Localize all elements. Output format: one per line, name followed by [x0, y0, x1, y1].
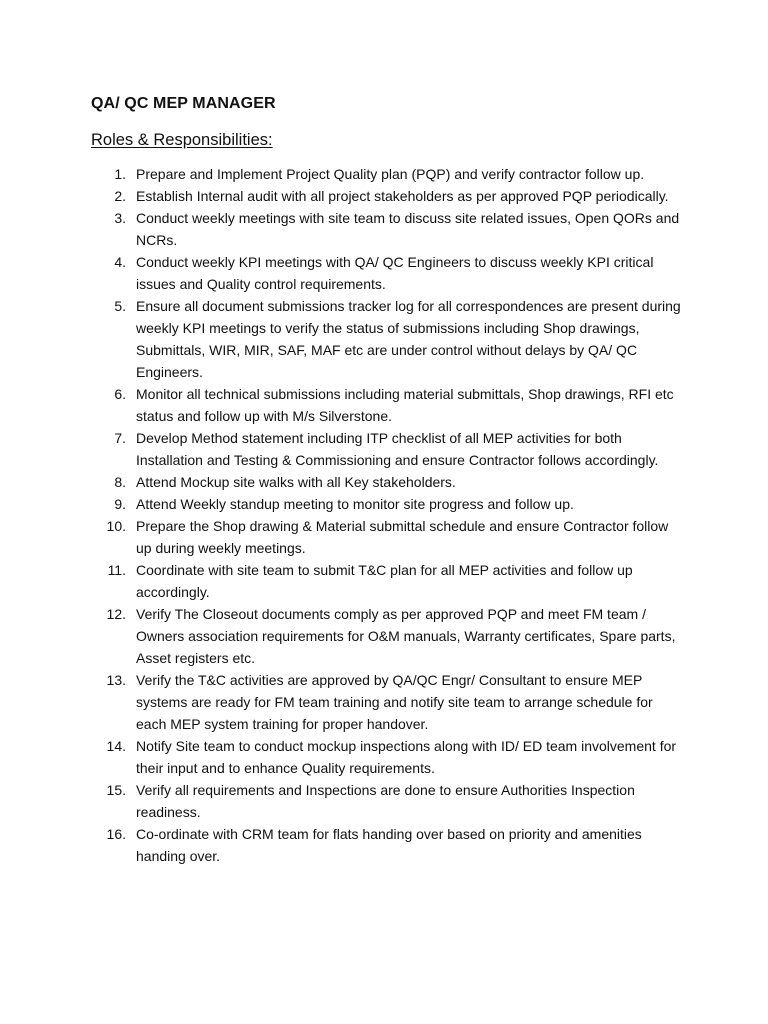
responsibility-item — [0, 603, 700, 669]
item-text: Conduct weekly KPI meetings with QA/ QC Engineers to discuss weekly KPI critical issues and Quality control requirements. — [136, 254, 654, 292]
item-number: 12. — [106, 606, 126, 622]
responsibility-item — [0, 493, 700, 515]
responsibility-item — [0, 779, 700, 823]
item-number: 4. — [114, 254, 126, 270]
item-text: Ensure all document submissions tracker log for all correspondences are present during weekly KPI meetings to verify the status of submissions including Shop drawings, Submittals, WIR, MIR, SAF, MAF etc are under control without delays by QA/ QC Engineers. — [136, 298, 681, 380]
item-text: Develop Method statement including ITP checklist of all MEP activities for both Installation and Testing & Commissioning and ensure Contractor follows accordingly. — [136, 430, 659, 468]
item-text: Attend Weekly standup meeting to monitor site progress and follow up. — [136, 496, 574, 512]
responsibility-item — [0, 383, 700, 427]
section-heading-roles: Roles & Responsibilities: — [91, 131, 273, 149]
item-text: Verify the T&C activities are approved by QA/QC Engr/ Consultant to ensure MEP systems are ready for FM team training and notify site team to arrange schedule for each MEP system training for proper handover. — [136, 672, 653, 732]
responsibility-item — [0, 207, 700, 251]
responsibility-item — [0, 295, 700, 383]
item-number: 14. — [106, 738, 126, 754]
item-text: Prepare the Shop drawing & Material submittal schedule and ensure Contractor follow up during weekly meetings. — [136, 518, 669, 556]
item-number: 5. — [114, 298, 126, 314]
item-number: 16. — [106, 826, 126, 842]
item-text: Verify all requirements and Inspections are done to ensure Authorities Inspection readiness. — [136, 782, 635, 820]
item-number: 1. — [114, 166, 126, 182]
item-text: Verify The Closeout documents comply as per approved PQP and meet FM team / Owners association requirements for O&M manuals, Warranty certificates, Spare parts, Asset registers etc. — [136, 606, 676, 666]
responsibility-item — [0, 185, 700, 207]
item-number: 8. — [114, 474, 126, 490]
responsibility-item — [0, 427, 700, 471]
responsibility-item — [0, 515, 700, 559]
item-number: 3. — [114, 210, 126, 226]
item-number: 11. — [107, 562, 126, 578]
item-text: Coordinate with site team to submit T&C plan for all MEP activities and follow up accordingly. — [136, 562, 633, 600]
item-number: 7. — [114, 430, 126, 446]
item-number: 13. — [106, 672, 126, 688]
responsibility-item — [0, 735, 700, 779]
item-number: 6. — [114, 386, 126, 402]
item-text: Monitor all technical submissions including material submittals, Shop drawings, RFI etc status and follow up with M/s Silverstone. — [136, 386, 674, 424]
item-text: Attend Mockup site walks with all Key stakeholders. — [136, 474, 456, 490]
item-number: 9. — [114, 496, 126, 512]
item-text: Co-ordinate with CRM team for flats handing over based on priority and amenities handing over. — [136, 826, 642, 864]
item-text: Establish Internal audit with all project stakeholders as per approved PQP periodically. — [136, 188, 669, 204]
responsibility-item — [0, 669, 700, 735]
responsibility-item — [0, 559, 700, 603]
responsibility-item — [0, 163, 700, 185]
item-number: 15. — [106, 782, 126, 798]
responsibility-item — [0, 471, 700, 493]
document-title: QA/ QC MEP MANAGER — [91, 95, 276, 112]
item-text: Conduct weekly meetings with site team to discuss site related issues, Open QORs and NCRs. — [136, 210, 680, 248]
item-text: Prepare and Implement Project Quality plan (PQP) and verify contractor follow up. — [136, 166, 645, 182]
responsibility-item — [0, 251, 700, 295]
item-number: 10. — [106, 518, 126, 534]
responsibility-item — [0, 823, 700, 867]
item-number: 2. — [114, 188, 126, 204]
responsibilities-list — [0, 163, 700, 867]
item-text: Notify Site team to conduct mockup inspections along with ID/ ED team involvement for their input and to enhance Quality requirements. — [136, 738, 677, 776]
